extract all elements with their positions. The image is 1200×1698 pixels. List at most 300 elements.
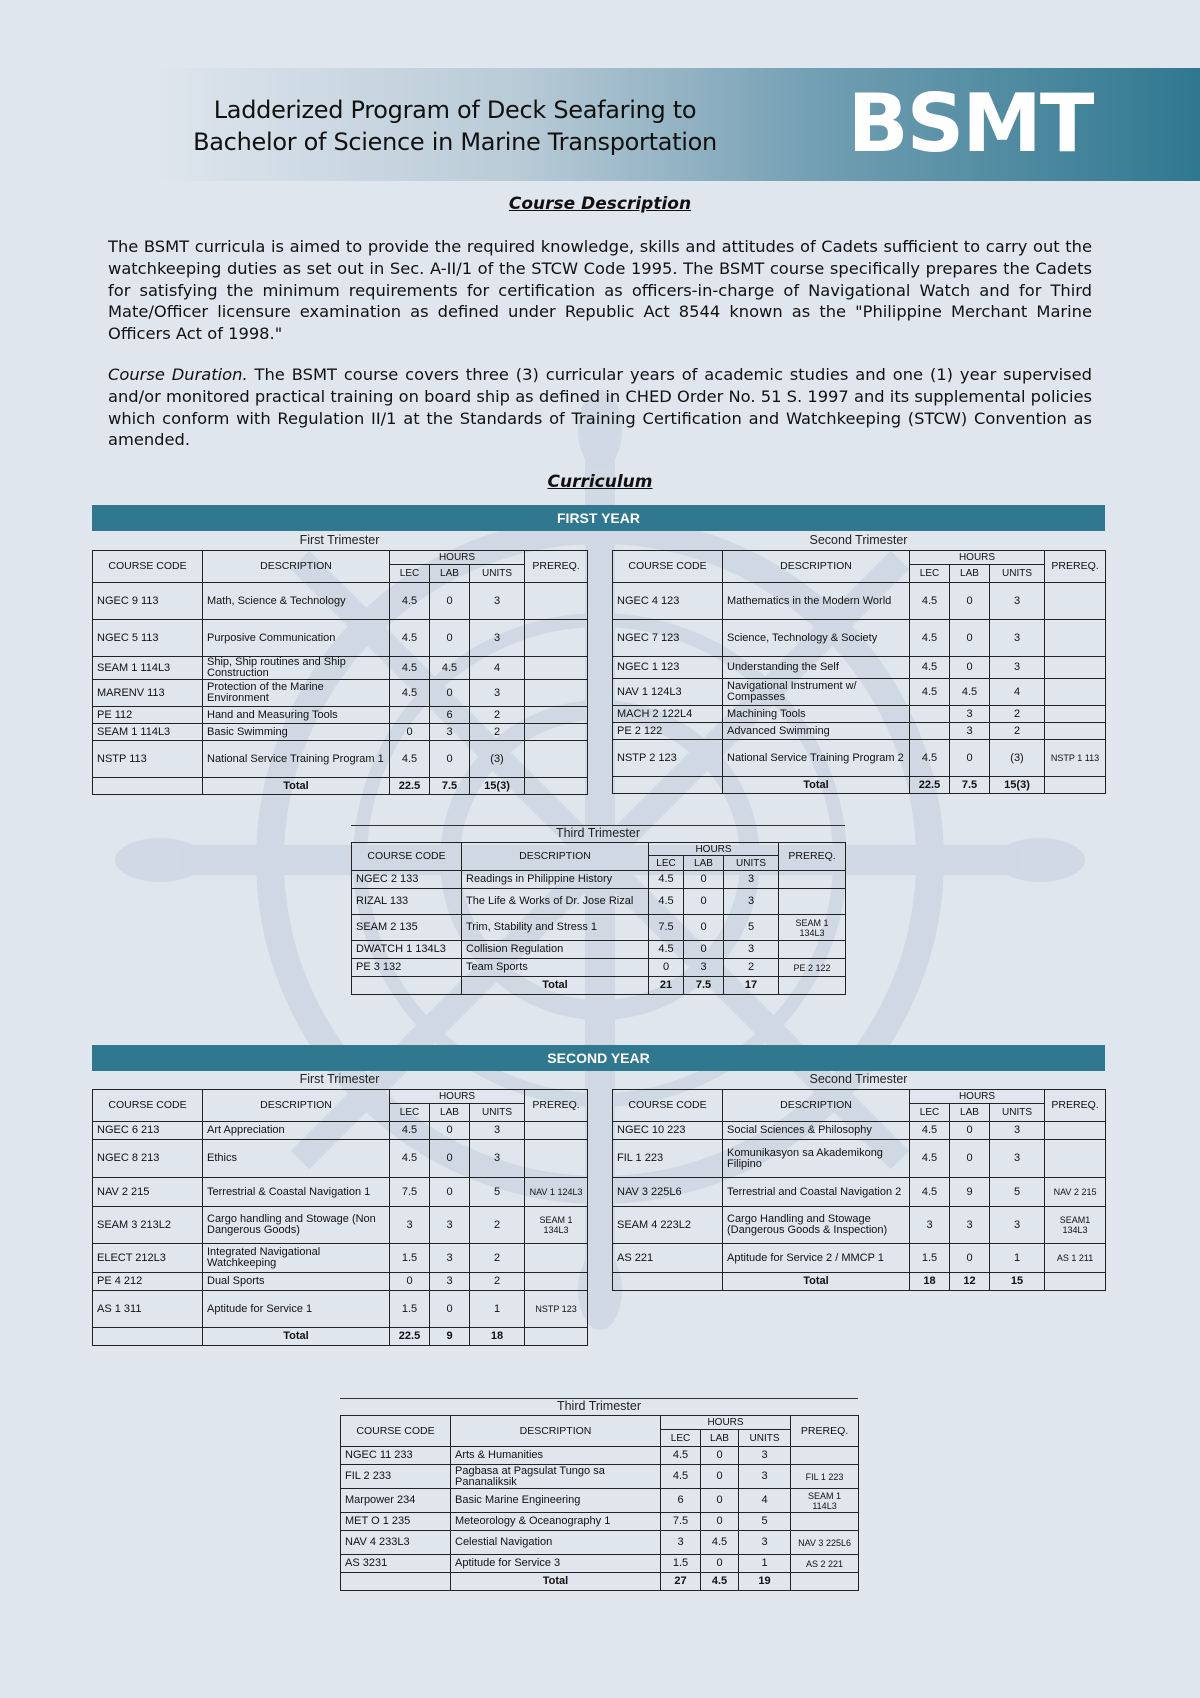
- course-row: [93, 1291, 588, 1328]
- course-prereq: [1045, 1140, 1106, 1178]
- course-row: [613, 1140, 1106, 1178]
- course-row: [613, 706, 1106, 723]
- col-header-units: UNITS: [724, 856, 779, 871]
- course-description: Hand and Measuring Tools: [203, 707, 390, 724]
- course-lab: 0: [701, 1447, 739, 1465]
- col-header-prereq: PREREQ.: [525, 1090, 588, 1122]
- col-header-code: COURSE CODE: [613, 1090, 723, 1122]
- course-prereq: [525, 1273, 588, 1291]
- total-label: Total: [723, 1273, 910, 1291]
- course-row: [341, 1555, 859, 1573]
- course-description: Celestial Navigation: [451, 1531, 661, 1555]
- course-units: 3: [470, 1122, 525, 1140]
- course-lab: 0: [950, 657, 990, 679]
- course-prereq: [1045, 1122, 1106, 1140]
- course-lab: 0: [684, 915, 724, 941]
- course-description: Understanding the Self: [723, 657, 910, 679]
- total-lab: 7.5: [684, 977, 724, 995]
- course-lab: 3: [950, 723, 990, 740]
- course-row: [93, 707, 588, 724]
- course-lab: 3: [430, 1244, 470, 1273]
- course-row: [613, 723, 1106, 740]
- course-code: SEAM 1 114L3: [93, 657, 203, 680]
- course-prereq: [525, 741, 588, 778]
- course-code: AS 1 311: [93, 1291, 203, 1328]
- total-prereq-blank: [1045, 777, 1106, 794]
- course-lec: 4.5: [661, 1465, 701, 1489]
- course-code: NGEC 5 113: [93, 620, 203, 657]
- col-header-hours: HOURS: [649, 843, 779, 856]
- course-lab: 0: [950, 620, 990, 657]
- total-blank: [352, 977, 462, 995]
- course-row: [613, 1122, 1106, 1140]
- total-prereq-blank: [779, 977, 846, 995]
- course-lec: 7.5: [390, 1178, 430, 1207]
- course-lab: 0: [701, 1489, 739, 1513]
- course-row: [613, 740, 1106, 777]
- y2-second-trimester-table: [612, 1089, 1106, 1291]
- course-lab: 3: [684, 959, 724, 977]
- col-header-hours: HOURS: [390, 551, 525, 565]
- course-lec: 0: [390, 724, 430, 741]
- course-code: FIL 1 223: [613, 1140, 723, 1178]
- course-prereq: [791, 1447, 859, 1465]
- course-lab: 0: [430, 1140, 470, 1178]
- course-code: NGEC 11 233: [341, 1447, 451, 1465]
- course-units: 1: [470, 1291, 525, 1328]
- course-units: 4: [739, 1489, 791, 1513]
- course-units: 3: [990, 620, 1045, 657]
- course-description: Art Appreciation: [203, 1122, 390, 1140]
- course-units: 3: [739, 1531, 791, 1555]
- course-lab: 9: [950, 1178, 990, 1207]
- course-lab: 0: [684, 871, 724, 889]
- course-row: [613, 1207, 1106, 1244]
- course-units: 3: [470, 620, 525, 657]
- course-row: [93, 657, 588, 680]
- course-units: 3: [470, 680, 525, 707]
- course-code: NGEC 10 223: [613, 1122, 723, 1140]
- course-units: 1: [990, 1244, 1045, 1273]
- course-lec: 4.5: [390, 1140, 430, 1178]
- course-lec: 4.5: [910, 620, 950, 657]
- course-lec: 4.5: [910, 583, 950, 620]
- course-row: [613, 583, 1106, 620]
- course-lec: 3: [910, 1207, 950, 1244]
- course-lab: 0: [701, 1465, 739, 1489]
- total-lab: 4.5: [701, 1573, 739, 1591]
- course-description: Terrestrial & Coastal Navigation 1: [203, 1178, 390, 1207]
- course-units: 3: [724, 889, 779, 915]
- course-units: 3: [990, 1122, 1045, 1140]
- col-header-hours: HOURS: [910, 1090, 1045, 1104]
- course-prereq: SEAM 1 134L3: [779, 915, 846, 941]
- course-lab: 4.5: [701, 1531, 739, 1555]
- course-description: Readings in Philippine History: [462, 871, 649, 889]
- course-prereq: [525, 1122, 588, 1140]
- course-prereq: [525, 680, 588, 707]
- course-row: [93, 1273, 588, 1291]
- course-code: PE 112: [93, 707, 203, 724]
- total-lec: 22.5: [390, 1328, 430, 1346]
- course-description: Purposive Communication: [203, 620, 390, 657]
- course-lab: 3: [430, 1273, 470, 1291]
- col-header-hours: HOURS: [390, 1090, 525, 1104]
- course-code: MET O 1 235: [341, 1513, 451, 1531]
- course-code: NAV 2 215: [93, 1178, 203, 1207]
- course-description: Basic Marine Engineering: [451, 1489, 661, 1513]
- course-description: Ship, Ship routines and Ship Construction: [203, 657, 390, 680]
- course-row: [352, 889, 846, 915]
- total-row: [93, 1328, 588, 1346]
- course-code: MARENV 113: [93, 680, 203, 707]
- total-lec: 22.5: [390, 778, 430, 795]
- course-lec: 4.5: [649, 871, 684, 889]
- total-lab: 9: [430, 1328, 470, 1346]
- total-row: [613, 1273, 1106, 1291]
- course-units: 3: [990, 657, 1045, 679]
- total-label: Total: [451, 1573, 661, 1591]
- course-units: (3): [990, 740, 1045, 777]
- total-label: Total: [203, 778, 390, 795]
- course-units: 3: [724, 941, 779, 959]
- course-code: SEAM 1 114L3: [93, 724, 203, 741]
- course-prereq: AS 2 221: [791, 1555, 859, 1573]
- course-description: Team Sports: [462, 959, 649, 977]
- course-row: [93, 1244, 588, 1273]
- course-lec: 4.5: [649, 941, 684, 959]
- total-blank: [613, 777, 723, 794]
- course-description-paragraph: The BSMT curricula is aimed to provide the required knowledge, skills and attitudes of Cadets sufficient to carry out the watchkeeping duties as set out in Sec. A-II/1 of the STCW Code 1995. The BSMT course specifically prepares the Cadets for satisfying the minimum requirements for certification as officers-in-charge of Navigational Watch and for Third Mate/Officer licensure examination as defined under Republic Act 8544 known as the "Philippine Merchant Marine Officers Act of 1998.": [108, 237, 1092, 344]
- course-units: 2: [470, 1244, 525, 1273]
- course-prereq: NAV 1 124L3: [525, 1178, 588, 1207]
- course-prereq: NAV 3 225L6: [791, 1531, 859, 1555]
- course-row: [93, 724, 588, 741]
- course-prereq: FIL 1 223: [791, 1465, 859, 1489]
- total-label: Total: [723, 777, 910, 794]
- y1-second-trimester-table: [612, 550, 1106, 794]
- col-header-description: DESCRIPTION: [723, 1090, 910, 1122]
- course-prereq: [791, 1513, 859, 1531]
- course-row: [352, 941, 846, 959]
- total-blank: [613, 1273, 723, 1291]
- course-description: Protection of the Marine Environment: [203, 680, 390, 707]
- course-units: (3): [470, 741, 525, 778]
- col-header-code: COURSE CODE: [93, 1090, 203, 1122]
- total-lab: 12: [950, 1273, 990, 1291]
- header-banner: [150, 68, 1200, 181]
- course-code: NGEC 4 123: [613, 583, 723, 620]
- course-description: Cargo Handling and Stowage (Dangerous Goods & Inspection): [723, 1207, 910, 1244]
- course-prereq: [1045, 657, 1106, 679]
- total-units: 15(3): [990, 777, 1045, 794]
- bsmt-logo-text: BSMT: [847, 77, 1093, 170]
- course-lab: 0: [430, 1291, 470, 1328]
- course-code: SEAM 4 223L2: [613, 1207, 723, 1244]
- course-prereq: PE 2 122: [779, 959, 846, 977]
- total-lec: 21: [649, 977, 684, 995]
- course-prereq: [525, 724, 588, 741]
- course-row: [613, 1178, 1106, 1207]
- program-title-line1: Ladderized Program of Deck Seafaring to: [213, 96, 697, 124]
- course-units: 3: [990, 583, 1045, 620]
- col-header-lab: LAB: [701, 1430, 739, 1447]
- course-row: [352, 959, 846, 977]
- col-header-units: UNITS: [470, 1104, 525, 1122]
- course-prereq: [1045, 620, 1106, 657]
- course-row: [613, 679, 1106, 706]
- course-units: 1: [739, 1555, 791, 1573]
- y1-t3-label: Third Trimester: [351, 825, 845, 841]
- y2-t2-label: Second Trimester: [809, 1072, 908, 1086]
- course-description: Machining Tools: [723, 706, 910, 723]
- course-duration-lead: Course Duration.: [108, 365, 248, 384]
- course-units: 3: [470, 1140, 525, 1178]
- col-header-prereq: PREREQ.: [791, 1416, 859, 1447]
- col-header-prereq: PREREQ.: [779, 843, 846, 871]
- course-lec: 4.5: [390, 583, 430, 620]
- col-header-code: COURSE CODE: [613, 551, 723, 583]
- col-header-lec: LEC: [661, 1430, 701, 1447]
- course-row: [93, 1122, 588, 1140]
- course-description: Navigational Instrument w/ Compasses: [723, 679, 910, 706]
- course-units: 4: [990, 679, 1045, 706]
- course-description: Collision Regulation: [462, 941, 649, 959]
- total-units: 15(3): [470, 778, 525, 795]
- col-header-lab: LAB: [950, 565, 990, 583]
- course-code: PE 4 212: [93, 1273, 203, 1291]
- total-label: Total: [203, 1328, 390, 1346]
- course-lec: 1.5: [390, 1244, 430, 1273]
- course-description: National Service Training Program 1: [203, 741, 390, 778]
- course-prereq: [1045, 583, 1106, 620]
- course-prereq: [1045, 723, 1106, 740]
- course-lab: 0: [684, 941, 724, 959]
- course-prereq: [525, 583, 588, 620]
- y1-t1-label: First Trimester: [299, 533, 380, 547]
- course-row: [93, 620, 588, 657]
- total-units: 19: [739, 1573, 791, 1591]
- course-prereq: AS 1 211: [1045, 1244, 1106, 1273]
- course-description: Komunikasyon sa Akademikong Filipino: [723, 1140, 910, 1178]
- total-prereq-blank: [1045, 1273, 1106, 1291]
- course-lab: 3: [430, 1207, 470, 1244]
- total-blank: [341, 1573, 451, 1591]
- course-units: 5: [739, 1513, 791, 1531]
- col-header-description: DESCRIPTION: [203, 1090, 390, 1122]
- course-description: National Service Training Program 2: [723, 740, 910, 777]
- course-lab: 0: [430, 1122, 470, 1140]
- course-description: Math, Science & Technology: [203, 583, 390, 620]
- course-lec: 4.5: [661, 1447, 701, 1465]
- course-description: Science, Technology & Society: [723, 620, 910, 657]
- program-title: [150, 94, 760, 158]
- course-prereq: NAV 2 215: [1045, 1178, 1106, 1207]
- y1-third-trimester-table: [351, 842, 846, 995]
- course-row: [341, 1531, 859, 1555]
- col-header-description: DESCRIPTION: [203, 551, 390, 583]
- course-description: Mathematics in the Modern World: [723, 583, 910, 620]
- course-prereq: [779, 871, 846, 889]
- course-code: NAV 4 233L3: [341, 1531, 451, 1555]
- course-lec: [910, 723, 950, 740]
- course-lec: 1.5: [661, 1555, 701, 1573]
- course-row: [93, 583, 588, 620]
- total-blank: [93, 778, 203, 795]
- course-code: NGEC 8 213: [93, 1140, 203, 1178]
- course-description: Arts & Humanities: [451, 1447, 661, 1465]
- course-lab: 0: [430, 583, 470, 620]
- total-row: [341, 1573, 859, 1591]
- course-lec: 4.5: [649, 889, 684, 915]
- total-lab: 7.5: [430, 778, 470, 795]
- y2-t1-label: First Trimester: [299, 1072, 380, 1086]
- course-lab: 3: [430, 724, 470, 741]
- col-header-units: UNITS: [739, 1430, 791, 1447]
- course-code: NGEC 2 133: [352, 871, 462, 889]
- total-lec: 27: [661, 1573, 701, 1591]
- second-year-bar: SECOND YEAR: [92, 1045, 1105, 1071]
- course-code: NAV 3 225L6: [613, 1178, 723, 1207]
- course-description: Integrated Navigational Watchkeeping: [203, 1244, 390, 1273]
- total-lec: 22.5: [910, 777, 950, 794]
- course-description: Trim, Stability and Stress 1: [462, 915, 649, 941]
- course-lec: 4.5: [390, 741, 430, 778]
- col-header-lec: LEC: [649, 856, 684, 871]
- course-lec: 4.5: [910, 1178, 950, 1207]
- course-prereq: SEAM1 134L3: [1045, 1207, 1106, 1244]
- course-row: [93, 680, 588, 707]
- course-units: 2: [470, 707, 525, 724]
- course-description: Advanced Swimming: [723, 723, 910, 740]
- course-lab: 4.5: [950, 679, 990, 706]
- course-description: Meteorology & Oceanography 1: [451, 1513, 661, 1531]
- y2-t3-label: Third Trimester: [340, 1398, 858, 1414]
- course-lab: 0: [430, 620, 470, 657]
- course-row: [613, 620, 1106, 657]
- course-units: 2: [470, 1273, 525, 1291]
- course-code: RIZAL 133: [352, 889, 462, 915]
- course-code: PE 3 132: [352, 959, 462, 977]
- col-header-prereq: PREREQ.: [525, 551, 588, 583]
- total-prereq-blank: [525, 778, 588, 795]
- course-lec: 4.5: [910, 1140, 950, 1178]
- course-lec: 0: [390, 1273, 430, 1291]
- course-row: [341, 1465, 859, 1489]
- course-lec: 4.5: [910, 657, 950, 679]
- total-units: 15: [990, 1273, 1045, 1291]
- course-row: [93, 1207, 588, 1244]
- col-header-prereq: PREREQ.: [1045, 551, 1106, 583]
- course-description: Pagbasa at Pagsulat Tungo sa Pananaliksik: [451, 1465, 661, 1489]
- total-units: 17: [724, 977, 779, 995]
- course-code: MACH 2 122L4: [613, 706, 723, 723]
- total-prereq-blank: [791, 1573, 859, 1591]
- y2-first-trimester-table: [92, 1089, 588, 1346]
- course-code: NSTP 2 123: [613, 740, 723, 777]
- total-blank: [93, 1328, 203, 1346]
- course-description: Dual Sports: [203, 1273, 390, 1291]
- course-code: NGEC 7 123: [613, 620, 723, 657]
- course-lab: 4.5: [430, 657, 470, 680]
- total-row: [352, 977, 846, 995]
- course-lab: 0: [950, 740, 990, 777]
- course-lec: 4.5: [390, 1122, 430, 1140]
- col-header-code: COURSE CODE: [352, 843, 462, 871]
- course-lab: 0: [950, 1122, 990, 1140]
- col-header-lab: LAB: [430, 1104, 470, 1122]
- course-lab: 0: [701, 1555, 739, 1573]
- first-year-bar: FIRST YEAR: [92, 505, 1105, 531]
- course-lab: 0: [950, 1244, 990, 1273]
- course-units: 3: [739, 1447, 791, 1465]
- course-lec: [390, 707, 430, 724]
- course-description: Terrestrial and Coastal Navigation 2: [723, 1178, 910, 1207]
- col-header-description: DESCRIPTION: [451, 1416, 661, 1447]
- col-header-lec: LEC: [910, 1104, 950, 1122]
- course-row: [341, 1489, 859, 1513]
- course-row: [613, 1244, 1106, 1273]
- course-lec: 3: [661, 1531, 701, 1555]
- course-code: ELECT 212L3: [93, 1244, 203, 1273]
- course-lab: 0: [950, 583, 990, 620]
- course-row: [352, 871, 846, 889]
- course-units: 3: [990, 1207, 1045, 1244]
- col-header-description: DESCRIPTION: [462, 843, 649, 871]
- course-prereq: [525, 620, 588, 657]
- course-code: NGEC 1 123: [613, 657, 723, 679]
- course-code: PE 2 122: [613, 723, 723, 740]
- course-lec: 1.5: [390, 1291, 430, 1328]
- course-code: SEAM 3 213L2: [93, 1207, 203, 1244]
- course-lec: [910, 706, 950, 723]
- course-lec: 4.5: [910, 1122, 950, 1140]
- course-code: NSTP 113: [93, 741, 203, 778]
- col-header-units: UNITS: [470, 565, 525, 583]
- course-prereq: NSTP 123: [525, 1291, 588, 1328]
- course-description: Social Sciences & Philosophy: [723, 1122, 910, 1140]
- total-lec: 18: [910, 1273, 950, 1291]
- col-header-lec: LEC: [390, 1104, 430, 1122]
- col-header-units: UNITS: [990, 1104, 1045, 1122]
- course-code: FIL 2 233: [341, 1465, 451, 1489]
- course-lab: 3: [950, 706, 990, 723]
- col-header-prereq: PREREQ.: [1045, 1090, 1106, 1122]
- col-header-code: COURSE CODE: [93, 551, 203, 583]
- course-description: Ethics: [203, 1140, 390, 1178]
- course-units: 3: [470, 583, 525, 620]
- course-units: 5: [990, 1178, 1045, 1207]
- course-prereq: [525, 707, 588, 724]
- col-header-hours: HOURS: [661, 1416, 791, 1430]
- course-lab: 0: [684, 889, 724, 915]
- course-prereq: [1045, 679, 1106, 706]
- course-lab: 0: [430, 1178, 470, 1207]
- course-row: [93, 1178, 588, 1207]
- course-units: 5: [470, 1178, 525, 1207]
- total-row: [93, 778, 588, 795]
- course-lec: 4.5: [910, 740, 950, 777]
- course-description: Basic Swimming: [203, 724, 390, 741]
- y1-first-trimester-table: [92, 550, 588, 795]
- course-prereq: [779, 889, 846, 915]
- y1-t2-label: Second Trimester: [809, 533, 908, 547]
- course-description: The Life & Works of Dr. Jose Rizal: [462, 889, 649, 915]
- course-description: Aptitude for Service 3: [451, 1555, 661, 1573]
- course-prereq: SEAM 1 134L3: [525, 1207, 588, 1244]
- course-description-heading: Course Description: [508, 194, 692, 214]
- course-description: Cargo handling and Stowage (Non Dangerous Goods): [203, 1207, 390, 1244]
